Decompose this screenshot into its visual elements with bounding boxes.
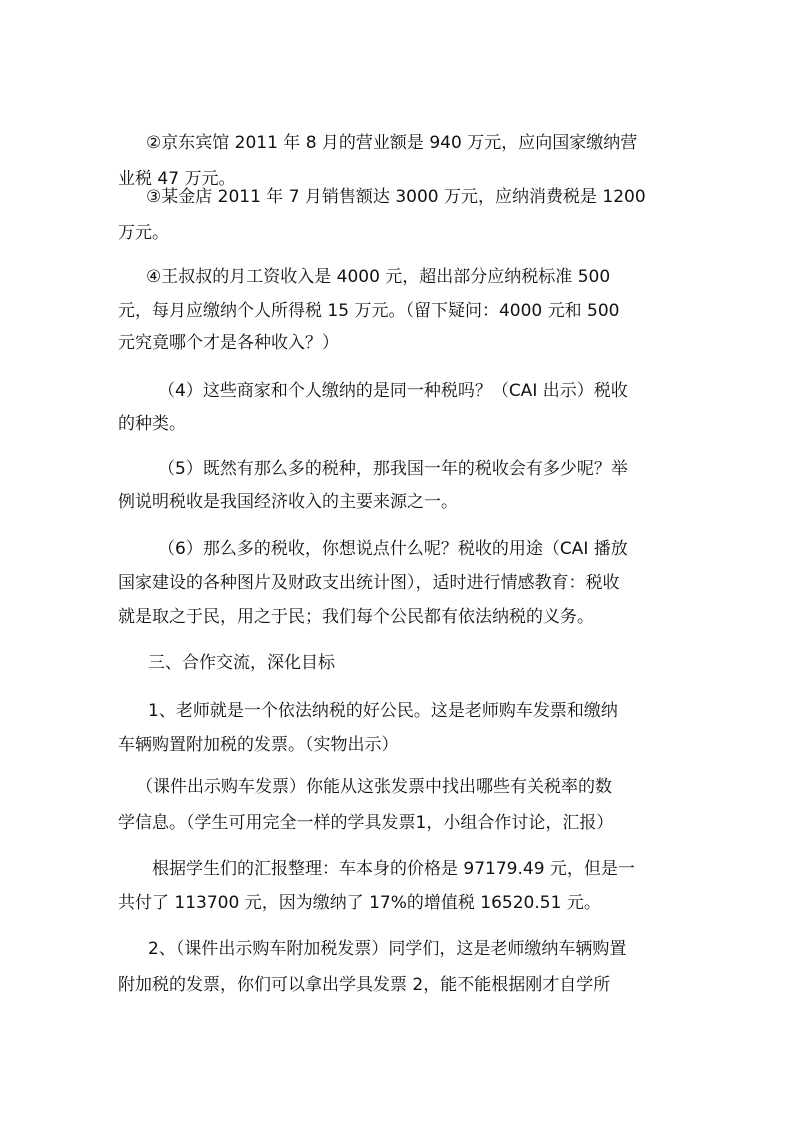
text-line: 元究竟哪个才是各种收入？）: [118, 333, 339, 353]
text-line: 万元。: [118, 223, 169, 243]
text-line: 附加税的发票，你们可以拿出学具发票 2，能不能根据刚才自学所: [118, 975, 611, 995]
text-line: ②京东宾馆 2011 年 8 月的营业额是 940 万元，应向国家缴纳营: [146, 133, 638, 153]
text-line: 共付了 113700 元，因为缴纳了 17%的增值税 16520.51 元。: [118, 893, 601, 913]
text-line: 元，每月应缴纳个人所得税 15 万元。（留下疑问：4000 元和 500: [118, 301, 620, 321]
text-line: 的种类。: [118, 414, 186, 434]
text-line: （课件出示购车发票）你能从这张发票中找出哪些有关税率的数: [136, 777, 612, 797]
text-line: 根据学生们的汇报整理：车本身的价格是 97179.49 元，但是一: [152, 859, 635, 879]
text-line: 国家建设的各种图片及财政支出统计图），适时进行情感教育：税收: [118, 573, 620, 593]
text-line: 2、（课件出示购车附加税发票）同学们，这是老师缴纳车辆购置: [148, 939, 627, 959]
text-line: 学信息。（学生可用完全一样的学具发票1，小组合作讨论，汇报）: [118, 813, 614, 833]
text-line: ③某金店 2011 年 7 月销售额达 3000 万元，应纳消费税是 1200: [146, 187, 646, 207]
text-line: （5）既然有那么多的税种，那我国一年的税收会有多少呢？举: [158, 459, 628, 479]
text-line: 例说明税收是我国经济收入的主要来源之一。: [118, 492, 458, 512]
text-line: ④王叔叔的月工资收入是 4000 元，超出部分应纳税标准 500: [146, 267, 611, 287]
text-line: 1、老师就是一个依法纳税的好公民。这是老师购车发票和缴纳: [148, 701, 618, 721]
text-line: 业税 47 万元。: [118, 169, 236, 189]
text-line: 就是取之于民，用之于民；我们每个公民都有依法纳税的义务。: [118, 607, 594, 627]
text-line: （4）这些商家和个人缴纳的是同一种税吗？（CAI 出示）税收: [158, 381, 628, 401]
text-line: 车辆购置附加税的发票。（实物出示）: [118, 735, 399, 755]
section-title: 三、合作交流，深化目标: [148, 653, 335, 673]
text-line: （6）那么多的税收，你想说点什么呢？税收的用途（CAI 播放: [158, 539, 628, 559]
